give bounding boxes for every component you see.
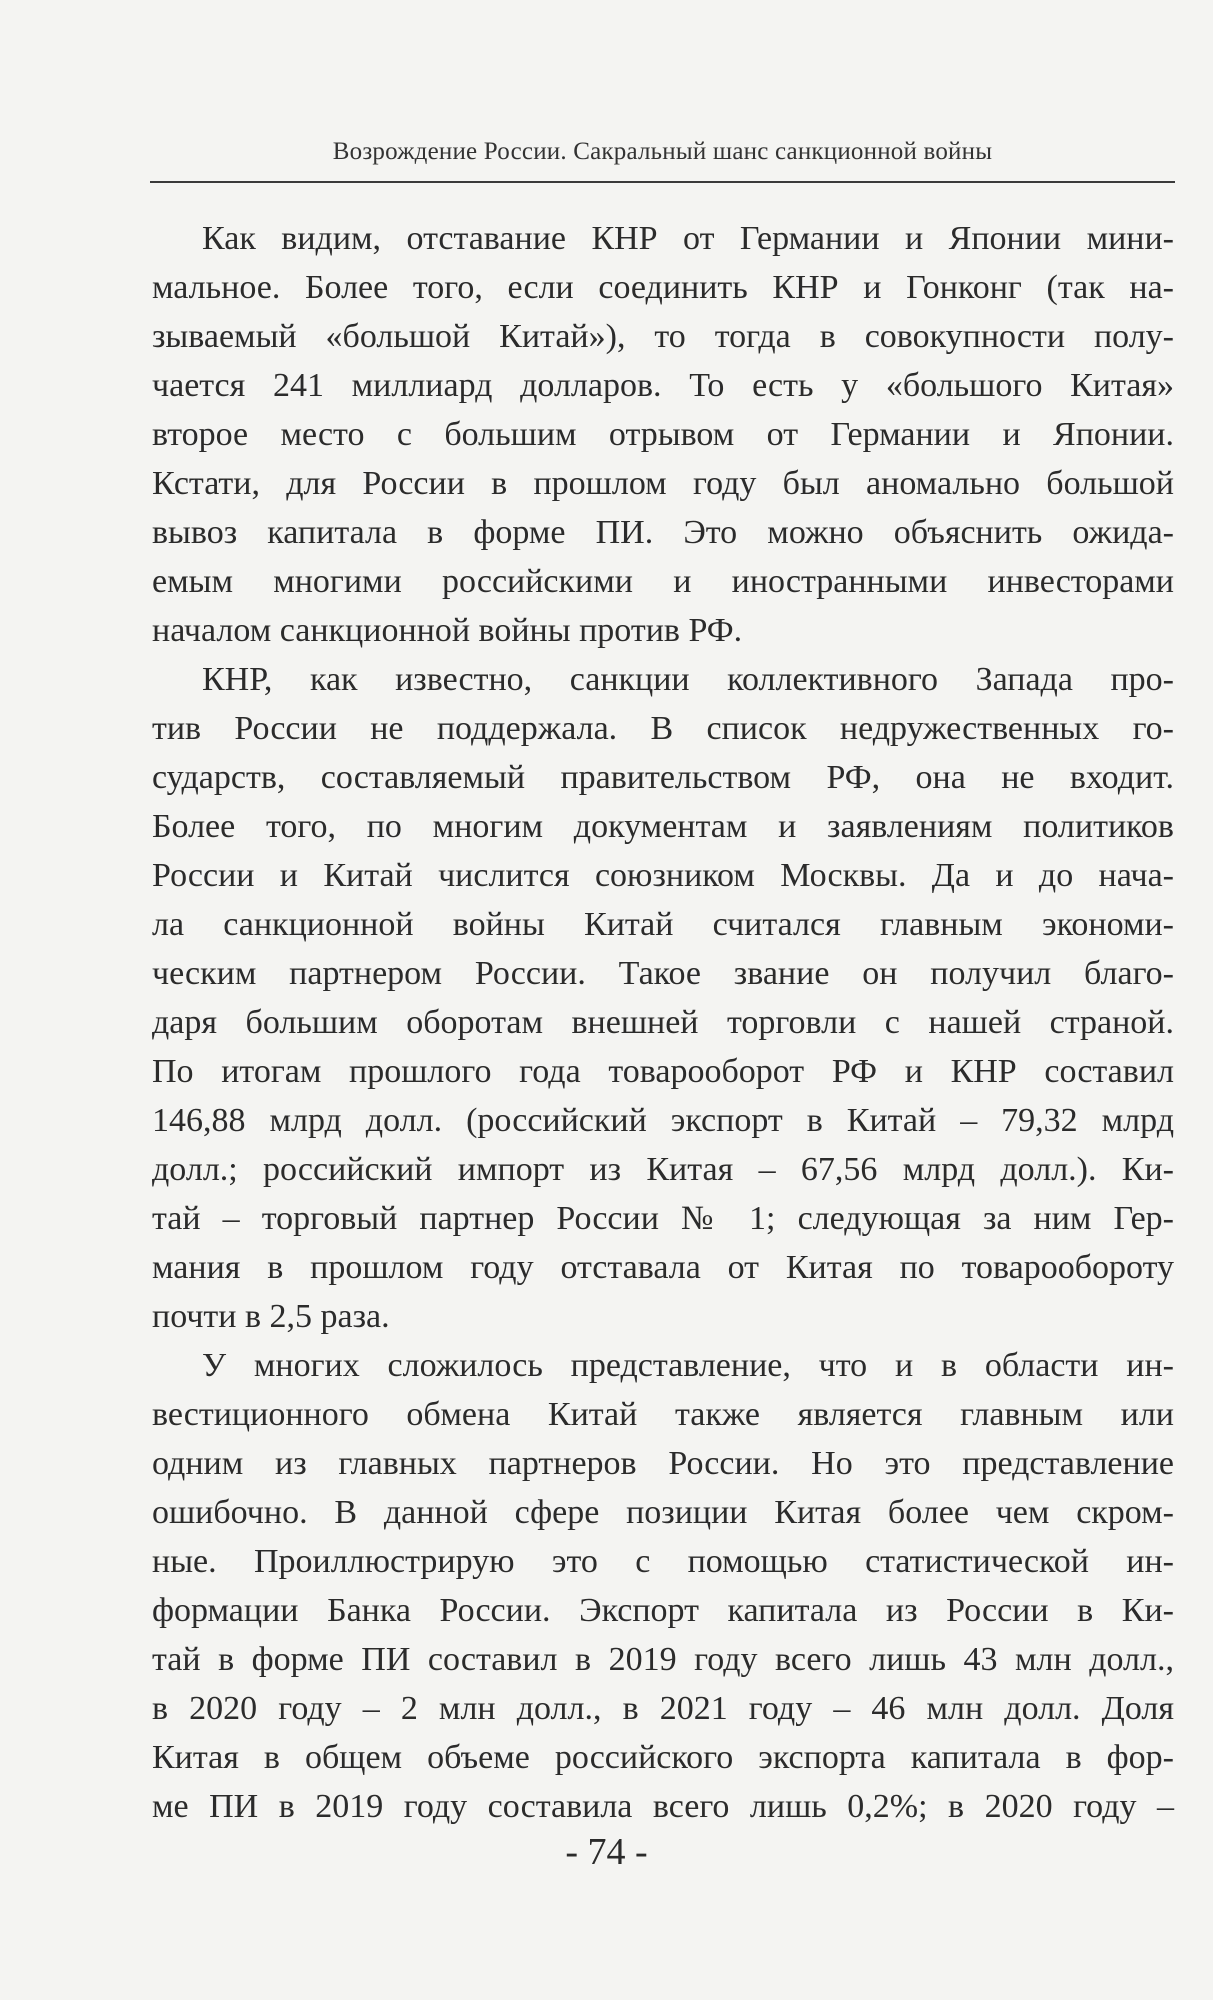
text-line: емым многими российскими и иностранными инвесторами bbox=[152, 563, 1174, 600]
paragraph bbox=[152, 655, 1174, 1341]
paragraph bbox=[152, 214, 1174, 655]
text-line: КНР, как известно, санкции коллективного Запада про- bbox=[202, 661, 1174, 698]
text-line: зываемый «большой Китай»), то тогда в совокупности полу- bbox=[152, 318, 1174, 355]
running-header: Возрождение России. Сакральный шанс санкционной войны bbox=[332, 138, 993, 165]
text-line: одним из главных партнеров России. Но это представление bbox=[152, 1445, 1174, 1482]
text-line: долл.; российский импорт из Китая – 67,56 млрд долл.). Ки- bbox=[152, 1151, 1174, 1188]
body-text bbox=[152, 214, 1174, 1831]
text-line: вывоз капитала в форме ПИ. Это можно объяснить ожида- bbox=[152, 514, 1174, 551]
text-line: Более того, по многим документам и заявлениям политиков bbox=[152, 808, 1174, 845]
text-line: второе место с большим отрывом от Германии и Японии. bbox=[152, 416, 1174, 453]
text-line: вестиционного обмена Китай также является главным или bbox=[152, 1396, 1174, 1433]
paragraph bbox=[152, 1341, 1174, 1831]
text-line: ла санкционной войны Китай считался главным экономи- bbox=[152, 906, 1174, 943]
text-line: почти в 2,5 раза. bbox=[152, 1298, 390, 1335]
text-line: в 2020 году – 2 млн долл., в 2021 году – 46 млн долл. Доля bbox=[152, 1690, 1174, 1727]
text-line: ные. Проиллюстрирую это с помощью статистической ин- bbox=[152, 1543, 1174, 1580]
text-line: началом санкционной войны против РФ. bbox=[152, 612, 743, 649]
text-line: По итогам прошлого года товарооборот РФ и КНР составил bbox=[152, 1053, 1174, 1090]
text-line: чается 241 миллиард долларов. То есть у «большого Китая» bbox=[152, 367, 1174, 404]
text-line: России и Китай числится союзником Москвы. Да и до нача- bbox=[152, 857, 1174, 894]
text-line: ческим партнером России. Такое звание он получил благо- bbox=[152, 955, 1174, 992]
text-line: даря большим оборотам внешней торговли с нашей страной. bbox=[152, 1004, 1174, 1041]
text-line: тив России не поддержала. В список недружественных го- bbox=[152, 710, 1174, 747]
text-line: ошибочно. В данной сфере позиции Китая более чем скром- bbox=[152, 1494, 1174, 1531]
text-line: тай в форме ПИ составил в 2019 году всего лишь 43 млн долл., bbox=[152, 1641, 1174, 1678]
text-line: мальное. Более того, если соединить КНР и Гонконг (так на- bbox=[152, 269, 1174, 306]
text-line: формации Банка России. Экспорт капитала из России в Ки- bbox=[152, 1592, 1174, 1629]
text-line: Китая в общем объеме российского экспорта капитала в фор- bbox=[152, 1739, 1174, 1776]
text-line: У многих сложилось представление, что и в области ин- bbox=[202, 1347, 1174, 1384]
text-line: 146,88 млрд долл. (российский экспорт в Китай – 79,32 млрд bbox=[152, 1102, 1174, 1139]
header-rule bbox=[150, 181, 1175, 183]
page-number: - 74 - bbox=[565, 1831, 648, 1873]
text-line: тай – торговый партнер России № 1; следующая за ним Гер- bbox=[152, 1200, 1174, 1237]
text-line: мания в прошлом году отставала от Китая по товарообороту bbox=[152, 1249, 1174, 1286]
text-line: ме ПИ в 2019 году составила всего лишь 0,2%; в 2020 году – bbox=[152, 1788, 1174, 1825]
text-line: сударств, составляемый правительством РФ, она не входит. bbox=[152, 759, 1174, 796]
text-line: Кстати, для России в прошлом году был аномально большой bbox=[152, 465, 1174, 502]
text-line: Как видим, отставание КНР от Германии и Японии мини- bbox=[202, 220, 1174, 257]
